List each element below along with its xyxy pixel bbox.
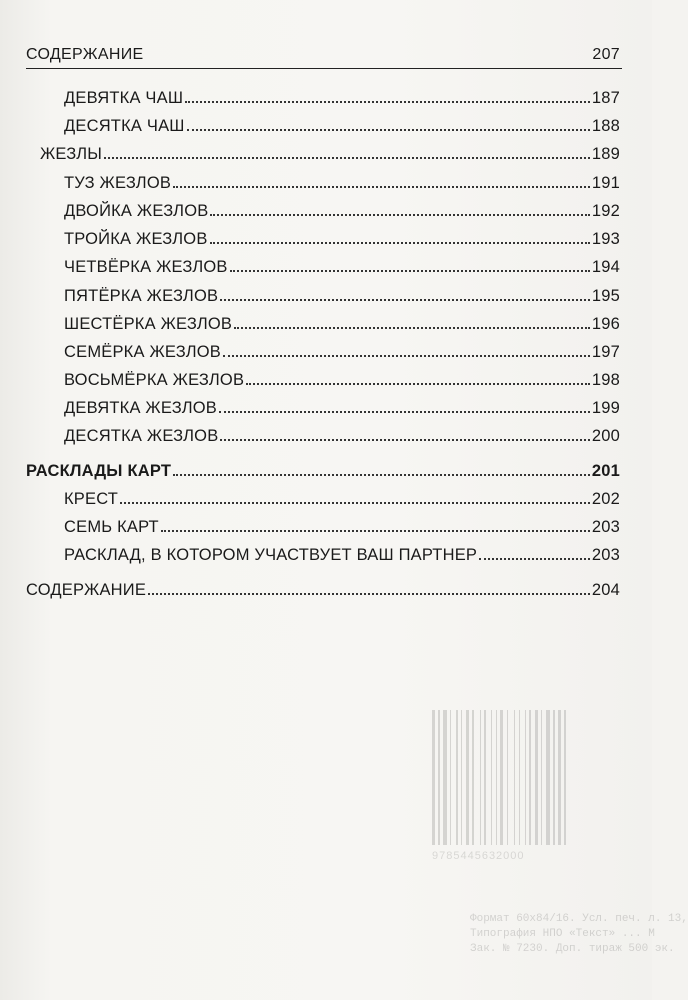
running-header <box>26 44 622 69</box>
barcode-bar <box>514 710 515 845</box>
toc-entry <box>26 572 620 600</box>
toc-leader-dots <box>230 270 590 272</box>
toc-leader-dots <box>210 214 589 216</box>
toc-entry <box>64 193 620 221</box>
barcode-bar <box>480 710 481 845</box>
toc-entry <box>64 509 620 537</box>
toc-leader-dots <box>246 383 590 385</box>
toc-entry <box>64 306 620 334</box>
toc-entry-page: 204 <box>591 581 620 599</box>
toc-leader-dots <box>479 558 590 560</box>
toc-entry-page: 194 <box>591 258 620 276</box>
barcode-bar <box>564 710 566 845</box>
toc-leader-dots <box>223 355 590 357</box>
toc-entry-page: 199 <box>591 399 620 417</box>
toc-entry <box>64 362 620 390</box>
imprint-line: Типография НПО «Текст» ... М <box>470 928 655 940</box>
toc-entry-page: 198 <box>591 371 620 389</box>
toc-entry <box>64 390 620 418</box>
toc-entry-label: КРЕСТ <box>64 490 119 508</box>
barcode-bar <box>461 710 462 845</box>
toc-entry <box>64 249 620 277</box>
running-header-title: СОДЕРЖАНИЕ <box>26 46 144 63</box>
barcode-bar <box>456 710 458 845</box>
toc-entry-page: 201 <box>591 462 620 480</box>
toc-entry-label: ДЕСЯТКА ЖЕЗЛОВ <box>64 427 219 445</box>
barcode-bar <box>466 710 469 845</box>
toc-entry <box>64 165 620 193</box>
toc-entry-label: СЕМЬ КАРТ <box>64 518 159 536</box>
toc-leader-dots <box>220 439 589 441</box>
barcode-bar <box>484 710 486 845</box>
barcode-digits: 9785445632000 <box>432 850 525 862</box>
toc-leader-dots <box>210 242 590 244</box>
toc-entry-page: 195 <box>591 287 620 305</box>
toc-entry-label: ЖЕЗЛЫ <box>40 145 103 163</box>
toc-leader-dots <box>234 327 590 329</box>
toc-leader-dots <box>120 502 590 504</box>
barcode-bar <box>535 710 538 845</box>
toc-leader-dots <box>104 157 590 159</box>
toc-entry <box>40 136 620 164</box>
toc-entry-page: 193 <box>591 230 620 248</box>
toc-entry-label: ДЕВЯТКА ЧАШ <box>64 89 184 107</box>
toc-leader-dots <box>219 411 590 413</box>
barcode-bar <box>507 710 508 845</box>
toc-entry-page: 196 <box>591 315 620 333</box>
toc-entry-page: 192 <box>591 202 620 220</box>
toc-leader-dots <box>173 186 590 188</box>
toc-leader-dots <box>161 530 590 532</box>
toc-entry-label: ДЕВЯТКА ЖЕЗЛОВ <box>64 399 217 417</box>
toc-entry-label: ДВОЙКА ЖЕЗЛОВ <box>64 202 209 220</box>
barcode-bar <box>553 710 555 845</box>
barcode-bar <box>443 710 447 845</box>
toc-entry-page: 197 <box>591 343 620 361</box>
barcode-bar <box>500 710 503 845</box>
toc-entry-label: РАСКЛАДЫ КАРТ <box>26 462 172 480</box>
barcode-bar <box>472 710 474 845</box>
toc-entry-page: 203 <box>591 546 620 564</box>
toc-entry-page: 203 <box>591 518 620 536</box>
toc-entry-label: ТРОЙКА ЖЕЗЛОВ <box>64 230 208 248</box>
toc-leader-dots <box>187 129 590 131</box>
toc-leader-dots <box>173 474 590 476</box>
barcode-image <box>430 710 620 850</box>
toc-entry-label: ВОСЬМЁРКА ЖЕЗЛОВ <box>64 371 245 389</box>
toc-entry <box>64 418 620 446</box>
barcode-bar <box>491 710 492 845</box>
toc-entry-label: ТУЗ ЖЕЗЛОВ <box>64 174 172 192</box>
toc-entry <box>64 537 620 565</box>
toc-entry-label: ШЕСТЁРКА ЖЕЗЛОВ <box>64 315 233 333</box>
barcode-bar <box>529 710 531 845</box>
printing-imprint <box>470 912 688 957</box>
toc-entry <box>64 278 620 306</box>
toc-entry-label: ЧЕТВЁРКА ЖЕЗЛОВ <box>64 258 228 276</box>
toc-entry-label: СОДЕРЖАНИЕ <box>26 581 147 599</box>
imprint-line: Зак. № 7230. Доп. тираж 500 эк. <box>470 943 675 955</box>
toc-entry <box>64 108 620 136</box>
barcode-bar <box>519 710 520 845</box>
barcode-bar <box>546 710 550 845</box>
toc-entry <box>64 334 620 362</box>
imprint-line: Формат 60x84/16. Усл. печ. л. 13, <box>470 913 688 925</box>
toc-entry <box>64 221 620 249</box>
toc-entry-page: 187 <box>591 89 620 107</box>
toc-entry-label: ДЕСЯТКА ЧАШ <box>64 117 185 135</box>
toc-entry-label: ПЯТЁРКА ЖЕЗЛОВ <box>64 287 219 305</box>
toc-leader-dots <box>220 299 590 301</box>
toc-entry-page: 202 <box>591 490 620 508</box>
toc-leader-dots <box>148 593 590 595</box>
toc-entry-page: 189 <box>591 145 620 163</box>
barcode-bar <box>432 710 435 845</box>
toc-entry <box>26 453 620 481</box>
running-header-page-number: 207 <box>592 46 620 63</box>
toc-entry-page: 188 <box>591 117 620 135</box>
barcode-bar <box>541 710 542 845</box>
toc-entry-page: 191 <box>591 174 620 192</box>
toc-entry-page: 200 <box>591 427 620 445</box>
barcode-bar <box>438 710 440 845</box>
toc-entry <box>64 481 620 509</box>
toc-leader-dots <box>185 101 590 103</box>
toc-entry-label: СЕМЁРКА ЖЕЗЛОВ <box>64 343 222 361</box>
toc-entry <box>64 80 620 108</box>
barcode-bar <box>450 710 451 845</box>
barcode-bar <box>496 710 497 845</box>
barcode-bar <box>558 710 561 845</box>
barcode-bar <box>525 710 526 845</box>
toc-entry-label: РАСКЛАД, В КОТОРОМ УЧАСТВУЕТ ВАШ ПАРТНЕР <box>64 546 478 564</box>
